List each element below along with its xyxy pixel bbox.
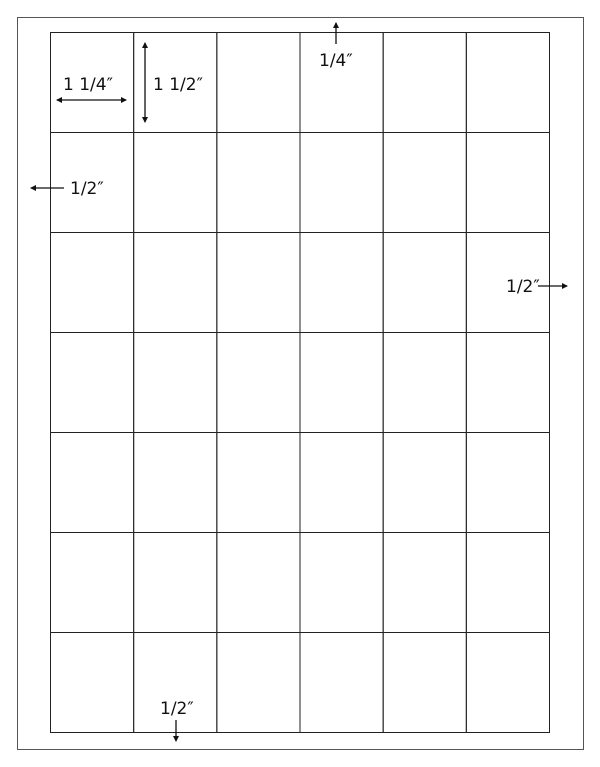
right-margin-text: 1/2″: [506, 277, 540, 297]
bottom-margin-text: 1/2″: [160, 699, 194, 719]
left-margin-text: 1/2″: [70, 179, 104, 199]
label-width-text: 1 1/4″: [63, 75, 113, 95]
top-margin-text: 1/4″: [319, 51, 353, 71]
label-height-text: 1 1/2″: [153, 75, 203, 95]
